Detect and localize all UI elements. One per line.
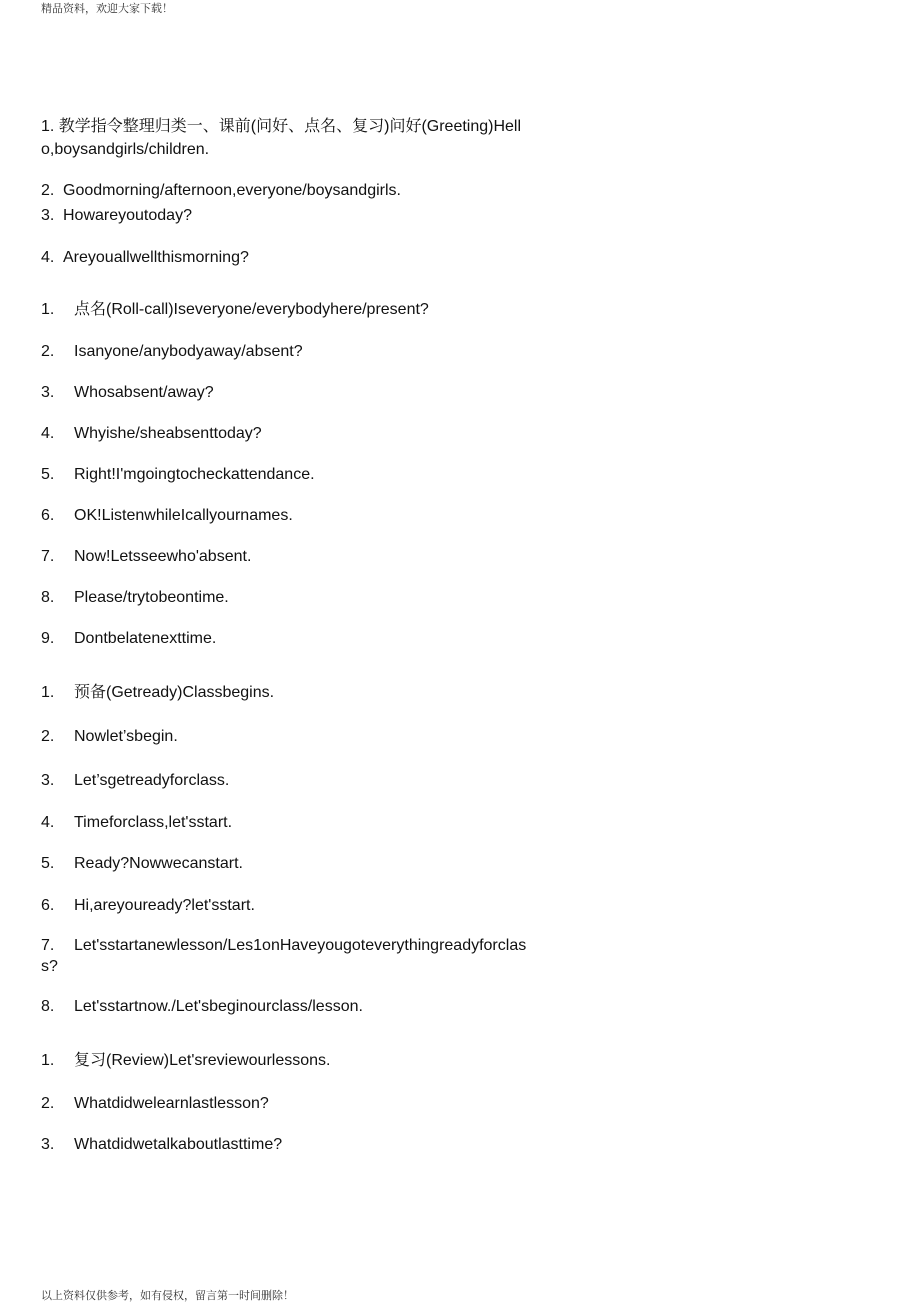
list-item bbox=[41, 935, 526, 957]
item-number: 7. bbox=[41, 937, 55, 954]
list-item bbox=[41, 341, 303, 363]
item-number: 6. bbox=[41, 507, 55, 524]
list-item bbox=[41, 1093, 269, 1115]
item-text: Please/trytobeontime. bbox=[74, 589, 229, 606]
item-number: 9. bbox=[41, 630, 55, 647]
item-text: Isanyone/anybodyaway/absent? bbox=[74, 343, 303, 360]
item-number: 3. bbox=[41, 1136, 55, 1153]
list-item bbox=[41, 546, 251, 568]
list-item-continuation: s? bbox=[41, 958, 58, 975]
list-item bbox=[41, 1050, 330, 1072]
item-number: 2. bbox=[41, 343, 55, 360]
item-number: 5. bbox=[41, 855, 55, 872]
item-number: 1. bbox=[41, 1052, 55, 1069]
item-number: 3. bbox=[41, 207, 55, 224]
item-text: 复习(Review)Let'sreviewourlessons. bbox=[74, 1052, 331, 1069]
item-text: Right!I'mgoingtocheckattendance. bbox=[74, 466, 315, 483]
item-number: 5. bbox=[41, 466, 55, 483]
list-item bbox=[41, 812, 232, 834]
list-item bbox=[41, 853, 243, 875]
item-number: 3. bbox=[41, 772, 55, 789]
item-text: OK!ListenwhileIcallyournames. bbox=[74, 507, 293, 524]
item-text: Howareyoutoday? bbox=[63, 207, 192, 224]
list-item bbox=[41, 464, 315, 486]
item-number: 7. bbox=[41, 548, 55, 565]
item-text: 点名(Roll-call)Iseveryone/everybodyhere/present? bbox=[74, 301, 429, 318]
item-number: 4. bbox=[41, 249, 55, 266]
list-item bbox=[41, 682, 274, 704]
item-text: Nowlet’sbegin. bbox=[74, 728, 178, 745]
list-item bbox=[41, 382, 214, 404]
item-number: 2. bbox=[41, 728, 55, 745]
item-number: 2. bbox=[41, 182, 55, 199]
item-text: Hi,areyouready?let'sstart. bbox=[74, 897, 255, 914]
item-number: 4. bbox=[41, 425, 55, 442]
item-number: 8. bbox=[41, 998, 55, 1015]
list-item bbox=[41, 628, 216, 650]
list-item bbox=[41, 299, 429, 321]
list-item bbox=[41, 1134, 282, 1156]
list-item bbox=[41, 895, 255, 917]
item-number: 1. bbox=[41, 301, 55, 318]
item-text: Whatdidwelearnlastlesson? bbox=[74, 1095, 269, 1112]
list-item bbox=[41, 505, 293, 527]
item-text: Ready?Nowwecanstart. bbox=[74, 855, 243, 872]
item-number: 1. bbox=[41, 684, 55, 701]
item-text: Let'sstartanewlesson/Les1onHaveyougoteverythingreadyforclas bbox=[74, 937, 527, 954]
item-text: Now!Letsseewho'absent. bbox=[74, 548, 252, 565]
item-text: Dontbelatenexttime. bbox=[74, 630, 217, 647]
item-number: 8. bbox=[41, 589, 55, 606]
list-item bbox=[41, 770, 229, 792]
item-number: 4. bbox=[41, 814, 55, 831]
item-text: Whosabsent/away? bbox=[74, 384, 214, 401]
list-item bbox=[41, 726, 178, 748]
intro-line-2: o,boysandgirls/children. bbox=[41, 141, 210, 158]
list-item bbox=[41, 423, 262, 445]
item-number: 6. bbox=[41, 897, 55, 914]
page-footer-note: 以上资料仅供参考，如有侵权，留言第一时间删除！ bbox=[41, 1289, 294, 1302]
list-item bbox=[41, 205, 192, 227]
item-text: Goodmorning/afternoon,everyone/boysandgirls. bbox=[63, 182, 401, 199]
list-item bbox=[41, 247, 249, 269]
list-item bbox=[41, 180, 401, 202]
item-text: Let’sgetreadyforclass. bbox=[74, 772, 230, 789]
intro-line-1: 1. 教学指令整理归类一、课前(问好、点名、复习)问好(Greeting)Hell bbox=[41, 118, 522, 135]
item-number: 3. bbox=[41, 384, 55, 401]
page-header-note: 精品资料，欢迎大家下载！ bbox=[41, 2, 173, 15]
item-text: Areyouallwellthismorning? bbox=[63, 249, 249, 266]
item-number: 2. bbox=[41, 1095, 55, 1112]
item-text: Whatdidwetalkaboutlasttime? bbox=[74, 1136, 283, 1153]
list-item bbox=[41, 587, 229, 609]
item-text: Let'sstartnow./Let'sbeginourclass/lesson. bbox=[74, 998, 363, 1015]
list-item bbox=[41, 996, 363, 1018]
item-text: Timeforclass,let'sstart. bbox=[74, 814, 233, 831]
item-text: 预备(Getready)Classbegins. bbox=[74, 684, 275, 701]
item-text: Whyishe/sheabsenttoday? bbox=[74, 425, 262, 442]
